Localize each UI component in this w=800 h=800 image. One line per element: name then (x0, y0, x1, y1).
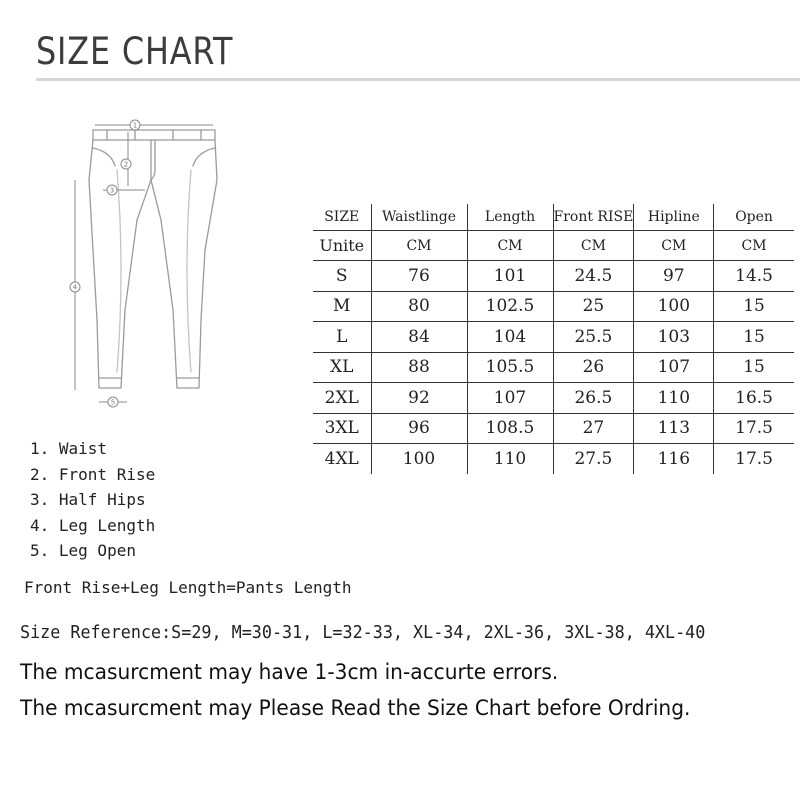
table-cell: 25 (553, 291, 634, 322)
table-cell: 76 (371, 261, 467, 292)
table-cell: 113 (634, 413, 714, 444)
table-cell: 24.5 (553, 261, 634, 292)
table-cell: 116 (634, 444, 714, 474)
table-cell: 105.5 (467, 352, 553, 383)
pants-diagram (55, 110, 255, 420)
size-reference: Size Reference:S=29, M=30-31, L=32-33, XL-34, 2XL-36, 3XL-38, 4XL-40 (20, 622, 706, 643)
table-row (313, 352, 794, 383)
legend-item: 2. Front Rise (30, 464, 156, 484)
note-error: The mcasurcment may have 1-3cm in-accurte errors. (20, 660, 559, 684)
table-cell: 110 (634, 383, 714, 414)
table-cell: 96 (371, 413, 467, 444)
measurement-legend (30, 436, 155, 564)
legend-item: 3. Half Hips (30, 490, 146, 510)
table-cell: 101 (467, 261, 553, 292)
page-title: SIZE CHART (36, 30, 234, 73)
table-row (313, 322, 794, 353)
table-header-row (313, 204, 794, 231)
table-cell: 15 (714, 291, 794, 322)
table-row (313, 383, 794, 414)
table-cell: 103 (634, 322, 714, 353)
table-cell: 100 (371, 444, 467, 474)
table-row (313, 413, 794, 444)
table-cell: 88 (371, 352, 467, 383)
table-cell: 108.5 (467, 413, 553, 444)
table-cell: SIZE (313, 204, 371, 231)
table-cell: 84 (371, 322, 467, 353)
table-cell: 26.5 (553, 383, 634, 414)
table-cell: 92 (371, 383, 467, 414)
table-unit-row (313, 231, 794, 261)
table-cell: 25.5 (553, 322, 634, 353)
table-cell: 17.5 (714, 444, 794, 474)
table-cell: 104 (467, 322, 553, 353)
legend-item: 1. Waist (30, 439, 108, 458)
table-cell: Waistlinge (371, 204, 467, 231)
table-cell: 16.5 (714, 383, 794, 414)
table-cell: Hipline (634, 204, 714, 231)
legend-item: 5. Leg Open (30, 541, 136, 561)
table-cell: 14.5 (714, 261, 794, 292)
table-cell: CM (714, 231, 794, 261)
table-cell: 110 (467, 444, 553, 474)
table-cell: 107 (634, 352, 714, 383)
size-table (313, 204, 794, 474)
marker-2-label: 2 (123, 160, 129, 169)
table-cell: 2XL (313, 383, 371, 414)
table-cell: Open (714, 204, 794, 231)
table-cell: CM (634, 231, 714, 261)
table-cell: Unite (313, 231, 371, 261)
note-read-chart: The mcasurcment may Please Read the Size Chart before Ordring. (20, 696, 691, 720)
marker-3-label: 3 (109, 186, 115, 195)
table-cell: L (313, 322, 371, 353)
table-cell: 26 (553, 352, 634, 383)
table-cell: 27 (553, 413, 634, 444)
table-cell: Front RISE (553, 204, 634, 231)
table-cell: 97 (634, 261, 714, 292)
table-cell: 3XL (313, 413, 371, 444)
table-cell: M (313, 291, 371, 322)
table-cell: 15 (714, 322, 794, 353)
table-cell: 107 (467, 383, 553, 414)
marker-5-label: 5 (110, 398, 116, 407)
table-cell: 102.5 (467, 291, 553, 322)
table-cell: CM (371, 231, 467, 261)
table-row (313, 291, 794, 322)
table-cell: 17.5 (714, 413, 794, 444)
table-row (313, 444, 794, 474)
table-cell: 80 (371, 291, 467, 322)
table-cell: CM (553, 231, 634, 261)
table-cell: 15 (714, 352, 794, 383)
marker-1-label: 1 (132, 121, 138, 130)
table-cell: Length (467, 204, 553, 231)
marker-4-label: 4 (72, 283, 78, 292)
table-cell: 4XL (313, 444, 371, 474)
table-cell: XL (313, 352, 371, 383)
table-cell: 27.5 (553, 444, 634, 474)
legend-item: 4. Leg Length (30, 515, 156, 535)
length-formula: Front Rise+Leg Length=Pants Length (24, 578, 352, 597)
pants-waistband (93, 130, 215, 140)
title-divider (36, 78, 800, 81)
table-row (313, 261, 794, 292)
table-cell: S (313, 261, 371, 292)
table-cell: 100 (634, 291, 714, 322)
table-cell: CM (467, 231, 553, 261)
